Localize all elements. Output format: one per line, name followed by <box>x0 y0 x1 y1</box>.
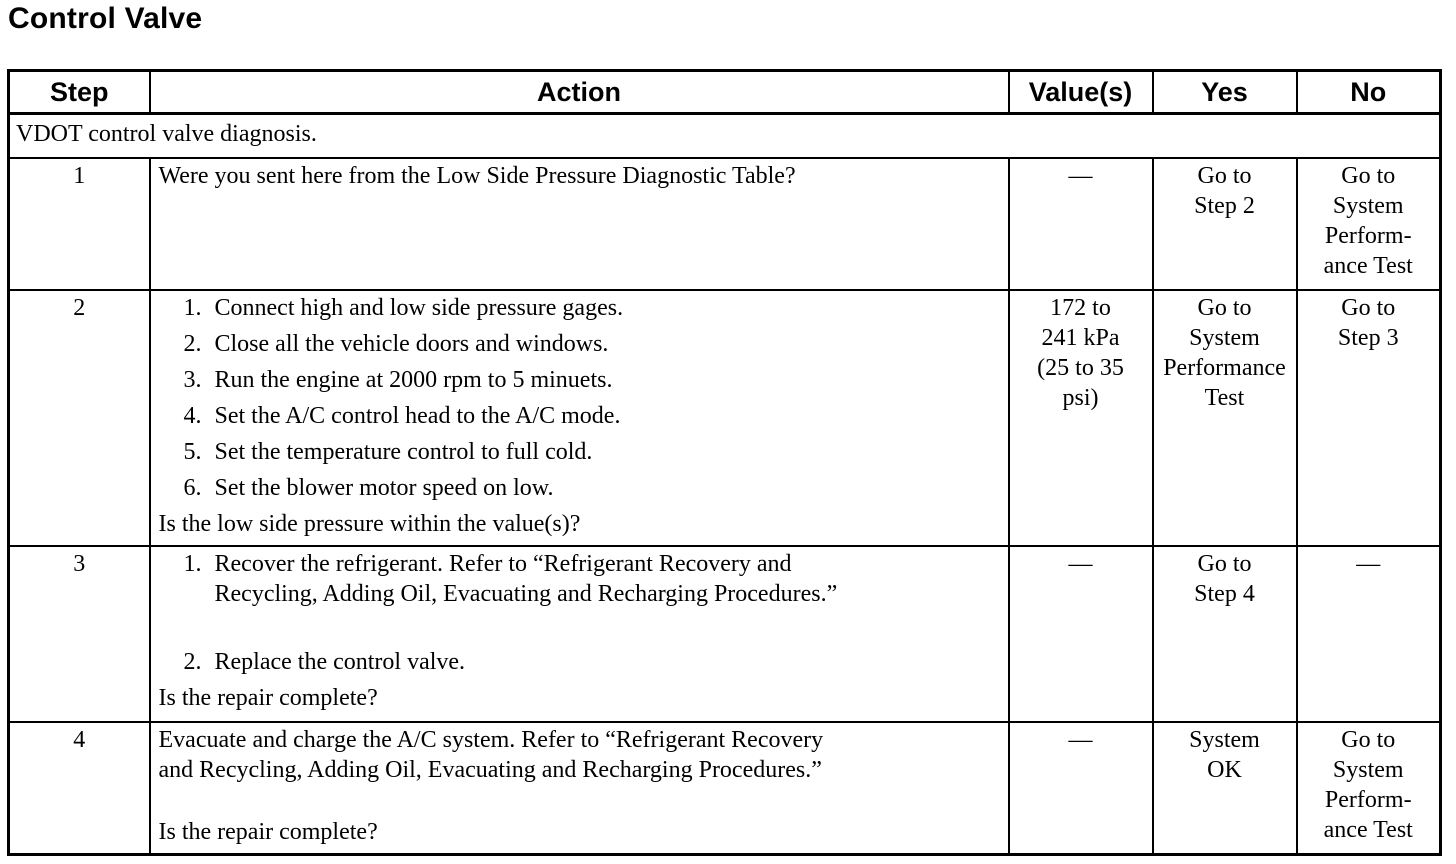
no-line: ance Test <box>1323 253 1413 279</box>
list-item <box>159 401 1002 431</box>
item-text: Recover the refrigerant. Refer to “Refrigerant Recovery and <box>214 551 792 577</box>
value-cell <box>1009 546 1153 722</box>
yes-cell <box>1153 722 1297 855</box>
header-values: Value(s) <box>1009 71 1153 114</box>
list-item <box>159 365 1002 395</box>
table-row <box>9 722 1441 855</box>
yes-line: System <box>1189 727 1260 753</box>
step-number: 1 <box>9 158 150 290</box>
list-item <box>159 437 1002 467</box>
value-line: 241 kPa <box>1041 325 1120 351</box>
value-line: psi) <box>1062 385 1099 411</box>
section-row <box>9 114 1441 159</box>
item-text: Set the A/C control head to the A/C mode. <box>214 403 621 429</box>
action-text: Evacuate and charge the A/C system. Refer to “Refrigerant Recovery <box>158 727 824 753</box>
no-line: ance Test <box>1323 817 1413 843</box>
no-cell <box>1297 290 1441 546</box>
table-row <box>9 290 1441 546</box>
action-text: and Recycling, Adding Oil, Evacuating and Recharging Procedures.” <box>158 757 822 783</box>
value-cell <box>1009 290 1153 546</box>
no-line: Go to <box>1341 727 1396 753</box>
action-question: Is the low side pressure within the value(s)? <box>158 511 581 537</box>
item-number: 2. <box>183 649 202 675</box>
yes-line: Go to <box>1197 295 1252 321</box>
item-number: 3. <box>183 367 202 393</box>
list-item <box>159 473 1002 503</box>
yes-line: OK <box>1207 757 1242 783</box>
item-text: Run the engine at 2000 rpm to 5 minuets. <box>214 367 613 393</box>
yes-line: Go to <box>1197 163 1252 189</box>
item-number: 2. <box>183 331 202 357</box>
value-text: — <box>1068 551 1093 577</box>
yes-line: Performance <box>1163 355 1286 381</box>
item-text: Recycling, Adding Oil, Evacuating and Recharging Procedures.” <box>214 581 838 607</box>
list-item <box>159 647 1002 677</box>
action-list <box>159 549 1002 677</box>
value-line: 172 to <box>1050 295 1111 321</box>
value-line: (25 to 35 <box>1037 355 1124 381</box>
step-number: 3 <box>9 546 150 722</box>
yes-cell <box>1153 158 1297 290</box>
value-cell <box>1009 722 1153 855</box>
list-item <box>159 549 1002 609</box>
list-item <box>159 329 1002 359</box>
no-text: — <box>1356 551 1381 577</box>
yes-cell <box>1153 546 1297 722</box>
header-action: Action <box>150 71 1009 114</box>
action-text: Were you sent here from the Low Side Pressure Diagnostic Table? <box>158 163 796 189</box>
item-text: Set the temperature control to full cold. <box>214 439 593 465</box>
item-text: Set the blower motor speed on low. <box>214 475 554 501</box>
header-yes: Yes <box>1153 71 1297 114</box>
yes-line: Step 4 <box>1194 581 1255 607</box>
section-label: VDOT control valve diagnosis. <box>9 114 1441 159</box>
action-cell <box>150 290 1009 546</box>
step-number: 4 <box>9 722 150 855</box>
no-line: System <box>1332 757 1404 783</box>
header-row <box>9 71 1441 114</box>
yes-line: System <box>1189 325 1260 351</box>
list-item <box>159 293 1002 323</box>
item-text: Connect high and low side pressure gages. <box>214 295 624 321</box>
value-text: — <box>1068 163 1093 189</box>
spacer <box>159 609 1002 647</box>
table-row <box>9 546 1441 722</box>
no-cell <box>1297 722 1441 855</box>
diagnostic-table <box>7 69 1442 856</box>
table-row <box>9 158 1441 290</box>
action-question: Is the repair complete? <box>158 819 378 845</box>
item-text: Close all the vehicle doors and windows. <box>214 331 609 357</box>
no-line: Go to <box>1341 163 1396 189</box>
value-text: — <box>1068 727 1093 753</box>
yes-line: Test <box>1204 385 1245 411</box>
header-step: Step <box>9 71 150 114</box>
item-number: 1. <box>183 551 202 577</box>
spacer <box>159 785 1002 817</box>
action-question: Is the repair complete? <box>158 685 378 711</box>
yes-cell <box>1153 290 1297 546</box>
item-text: Replace the control valve. <box>214 649 466 675</box>
yes-line: Step 2 <box>1194 193 1255 219</box>
no-line: System <box>1332 193 1404 219</box>
no-line: Go to <box>1341 295 1396 321</box>
action-cell <box>150 546 1009 722</box>
no-line: Step 3 <box>1337 325 1399 351</box>
action-cell <box>150 722 1009 855</box>
step-number: 2 <box>9 290 150 546</box>
value-cell <box>1009 158 1153 290</box>
header-no: No <box>1297 71 1441 114</box>
item-number: 5. <box>183 439 202 465</box>
page-title: Control Valve <box>8 2 203 35</box>
no-cell <box>1297 546 1441 722</box>
action-list <box>159 293 1002 503</box>
no-line: Perform- <box>1324 787 1412 813</box>
action-cell <box>150 158 1009 290</box>
no-line: Perform- <box>1324 223 1412 249</box>
item-number: 6. <box>183 475 202 501</box>
item-number: 1. <box>183 295 202 321</box>
yes-line: Go to <box>1197 551 1252 577</box>
no-cell <box>1297 158 1441 290</box>
item-number: 4. <box>183 403 202 429</box>
